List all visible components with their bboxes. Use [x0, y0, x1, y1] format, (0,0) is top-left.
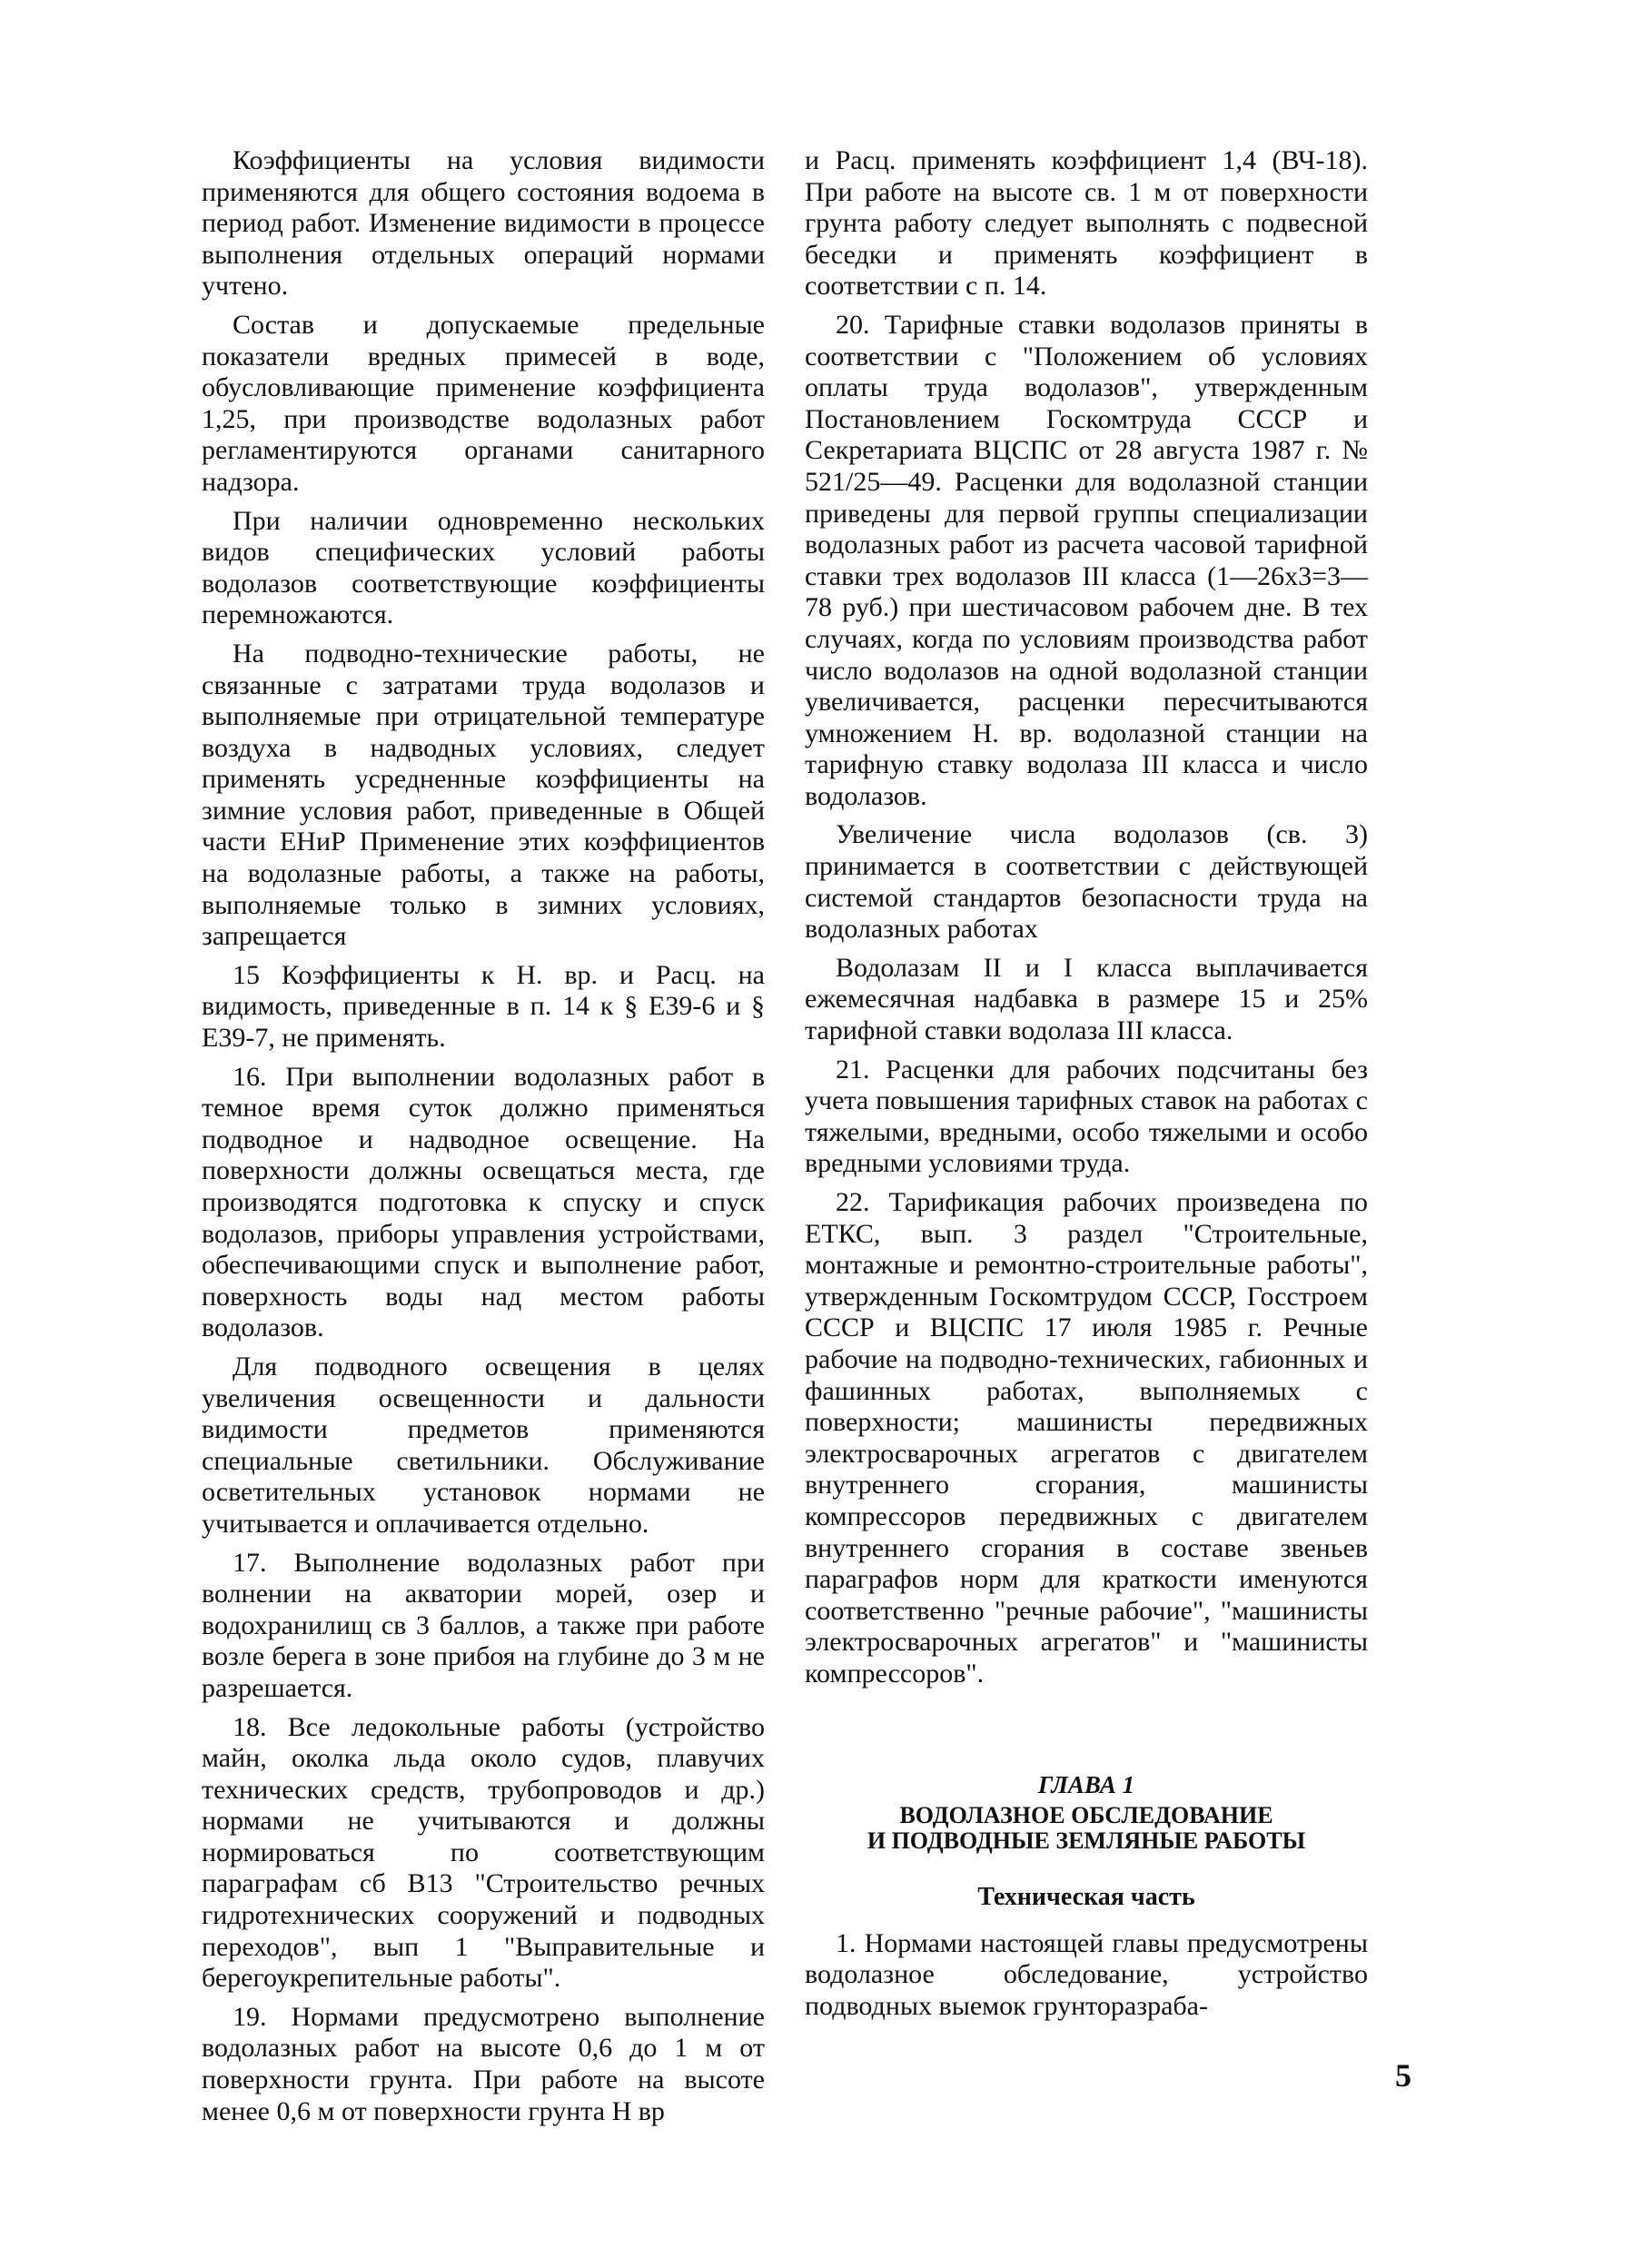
paragraph-multiple-conditions: При наличии одновременно нескольких видов специфических условий работы водолазов соответствующие коэффициенты перемножаются.: [202, 505, 765, 630]
right-column: [805, 145, 1368, 2029]
paragraph-item-18: 18. Все ледокольные работы (устройство майн, околка льда около судов, плавучих технических средств, трубопроводов и др.) нормами не учитываются и должны нормироваться по соответствующим параграфам сб В13 "Строительство речных гидротехнических сооружений и подводных переходов", вып 1 "Выправительные и берегоукрепительные работы".: [202, 1711, 765, 1994]
section-title: Техническая часть: [977, 1882, 1195, 1911]
chapter-label: ГЛАВА 1: [1037, 1770, 1135, 1798]
paragraph-item-15: 15 Коэффициенты к Н. вр. и Расц. на видимость, приведенные в п. 14 к § Е39-6 и § Е39-7, не применять.: [202, 959, 765, 1054]
paragraph-diver-count: Увеличение числа водолазов (св. 3) принимается в соответствии с действующей системой стандартов безопасности труда на водолазных работах: [805, 819, 1368, 945]
paragraph-item-21: 21. Расценки для рабочих подсчитаны без учета повышения тарифных ставок на работах с тяжелыми, вредными, особо тяжелыми и особо вредными условиями труда.: [805, 1054, 1368, 1179]
paragraph-item-17: 17. Выполнение водолазных работ при волнении на акватории морей, озер и водохранилищ св 3 баллов, а также при работе возле берега в зоне прибоя на глубине до 3 м не разрешается.: [202, 1547, 765, 1703]
page-number: 5: [1395, 2057, 1411, 2094]
paragraph-underwater-lighting: Для подводного освещения в целях увеличения освещенности и дальности видимости предметов применяются специальные светильники. Обслуживание осветительных установок нормами не учитывается и оплачивается отдельно.: [202, 1351, 765, 1539]
paragraph-section-item-1: 1. Нормами настоящей главы предусмотрены водолазное обследование, устройство подводных выемок грунторазраба-: [805, 1927, 1368, 2021]
paragraph-item-19: 19. Нормами предусмотрено выполнение водолазных работ на высоте 0,6 до 1 м от поверхности грунта. При работе на высоте менее 0,6 м от поверхности грунта Н вр: [202, 2001, 765, 2126]
paragraph-item-19-continuation: и Расц. применять коэффициент 1,4 (ВЧ-18). При работе на высоте св. 1 м от поверхности грунта работу следует выполнять с подвесной беседки и применять коэффициент в соответствии с п. 14.: [805, 145, 1368, 302]
paragraph-item-16: 16. При выполнении водолазных работ в темное время суток должно применяться подводное и надводное освещение. На поверхности должны освещаться места, где производятся подготовка к спуску и спуск водолазов, приборы управления устройствами, обеспечивающими спуск и выполнение работ, поверхность воды над местом работы водолазов.: [202, 1061, 765, 1343]
paragraph-item-20: 20. Тарифные ставки водолазов приняты в соответствии с "Положением об условиях оплаты труда водолазов", утвержденным Постановлением Госкомтруда СССР и Секретариата ВЦСПС от 28 августа 1987 г. № 521/25—49. Расценки для водолазной станции приведены для первой группы специализации водолазных работ из расчета часовой тарифной ставки трех водолазов III класса (1—26х3=3—78 руб.) при шестичасовом рабочем дне. В тех случаях, когда по условиям производства работ число водолазов на одной водолазной станции увеличивается, расценки пересчитываются умножением Н. вр. водолазной станции на тарифную ставку водолаза III класса и число водолазов.: [805, 309, 1368, 811]
paragraph-diver-bonus: Водолазам II и I класса выплачивается ежемесячная надбавка в размере 15 и 25% тарифной ставки водолаза III класса.: [805, 952, 1368, 1046]
left-column: [202, 145, 765, 2134]
paragraph-visibility-coefficients: Коэффициенты на условия видимости применяются для общего состояния водоема в период работ. Изменение видимости в процессе выполнения отдельных операций нормами учтено.: [202, 145, 765, 302]
paragraph-item-22: 22. Тарификация рабочих произведена по ЕТКС, вып. 3 раздел "Строительные, монтажные и ремонтно-строительные работы", утвержденным Госкомтрудом СССР, Госстроем СССР и ВЦСПС 17 июля 1985 г. Речные рабочие на подводно-технических, габионных и фашинных работах, выполняемых с поверхности; машинисты передвижных электросварочных агрегатов с двигателем внутреннего сгорания, машинисты компрессоров передвижных с двигателем внутреннего сгорания в составе звеньев параграфов норм для краткости именуются соответственно "речные рабочие", "машинисты электросварочных агрегатов" и "машинисты компрессоров".: [805, 1187, 1368, 1689]
chapter-title: [805, 1803, 1368, 1854]
chapter-heading: [805, 1770, 1368, 1854]
chapter-title-line-1: ВОДОЛАЗНОЕ ОБСЛЕДОВАНИЕ: [899, 1801, 1273, 1828]
chapter-title-line-2: И ПОДВОДНЫЕ ЗЕМЛЯНЫЕ РАБОТЫ: [867, 1827, 1306, 1854]
paragraph-winter-conditions: На подводно-технические работы, не связанные с затратами труда водолазов и выполняемые при отрицательной температуре воздуха в надводных условиях, следует применять усредненные коэффициенты на зимние условия работ, приведенные в Общей части ЕНиР Применение этих коэффициентов на водолазные работы, а также на работы, выполняемые только в зимних условиях, запрещается: [202, 638, 765, 952]
paragraph-harmful-impurities: Состав и допускаемые предельные показатели вредных примесей в воде, обусловливающие применение коэффициента 1,25, при производстве водолазных работ регламентируются органами санитарного надзора.: [202, 309, 765, 497]
